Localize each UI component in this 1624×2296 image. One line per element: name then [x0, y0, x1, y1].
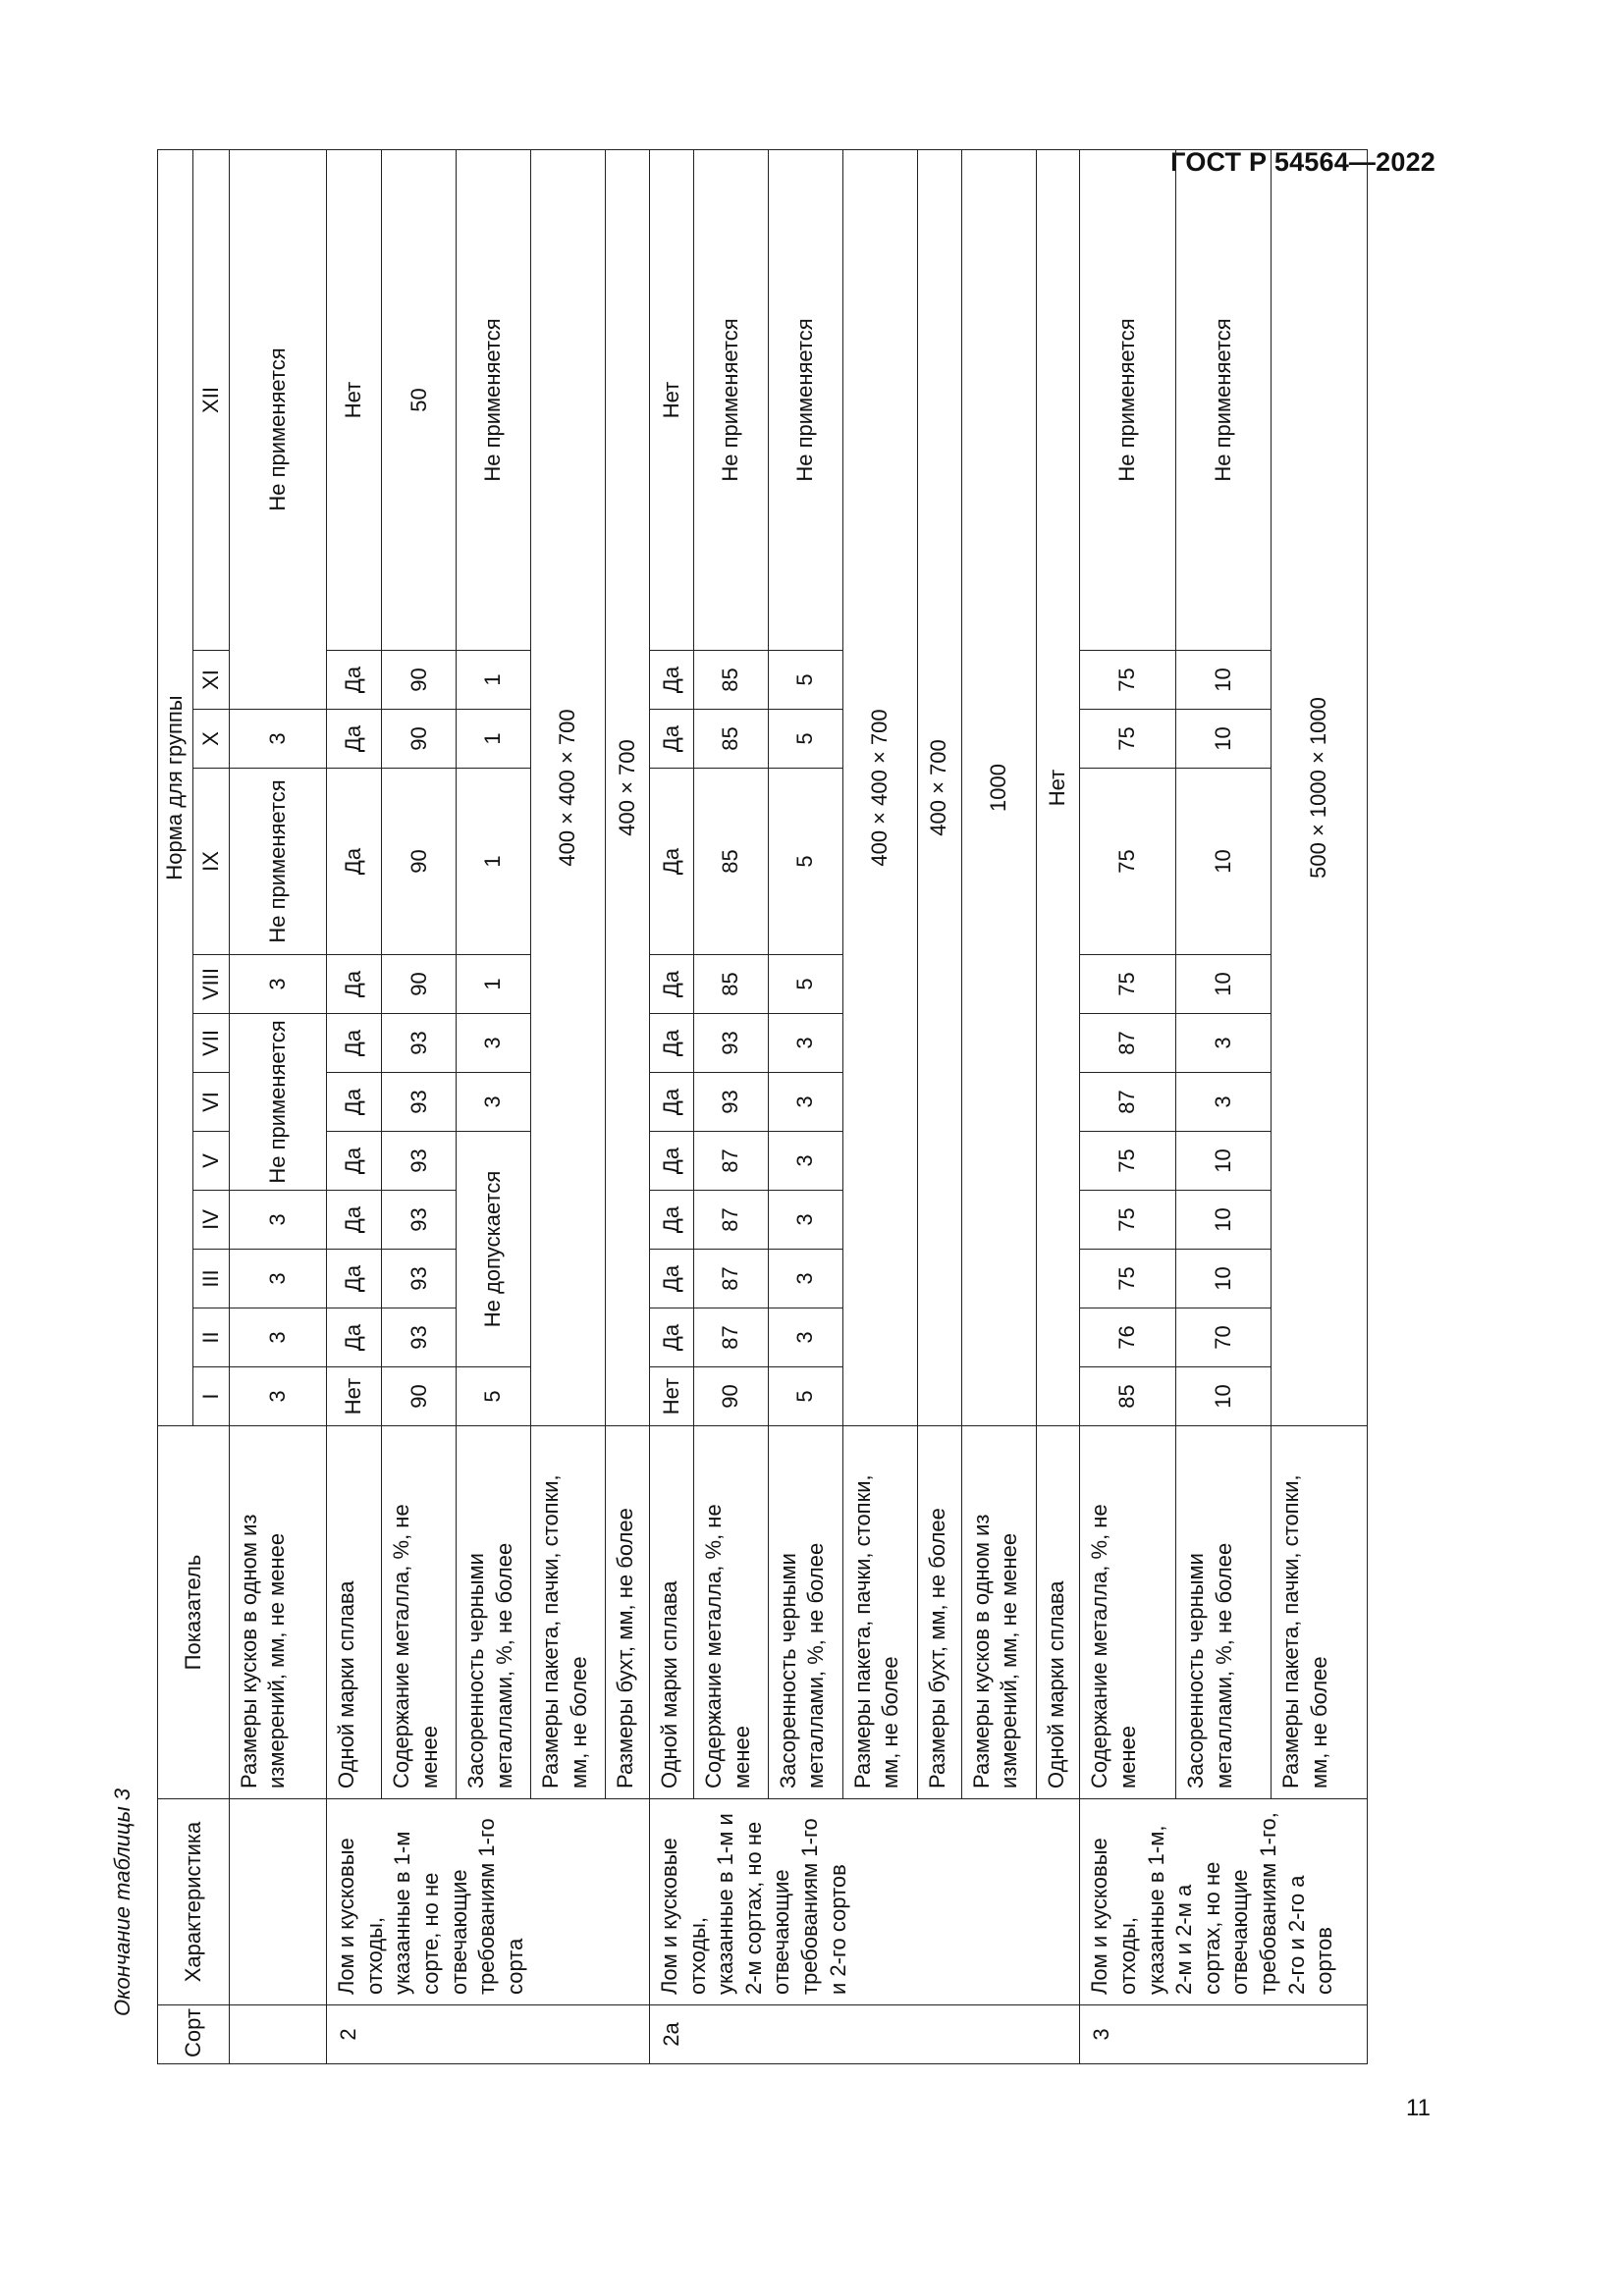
indicator-cell: Размеры кусков в одном из измерений, мм, не менее — [961, 1426, 1036, 1799]
value-cell: 3 — [768, 1014, 842, 1073]
value-cell: 93 — [382, 1014, 457, 1073]
table-row — [917, 150, 961, 2064]
indicator-cell: Размеры пакета, пачки, стопки, мм, не более — [842, 1426, 917, 1799]
value-cell: Да — [327, 710, 382, 769]
value-cell: 90 — [382, 769, 457, 955]
value-cell: 85 — [693, 955, 768, 1014]
value-cell: 75 — [1080, 1132, 1175, 1191]
value-cell: Да — [327, 1014, 382, 1073]
group-header: II — [193, 1308, 229, 1367]
value-cell: Не допускается — [457, 1132, 531, 1367]
value-cell: 5 — [768, 955, 842, 1014]
value-cell: 85 — [693, 769, 768, 955]
value-cell: 85 — [693, 710, 768, 769]
group-header: X — [193, 710, 229, 769]
value-cell: 10 — [1175, 1250, 1271, 1308]
value-cell: 400 × 400 × 700 — [842, 150, 917, 1426]
value-cell: Нет — [650, 1367, 694, 1426]
value-cell: 87 — [693, 1308, 768, 1367]
value-cell: 3 — [768, 1132, 842, 1191]
value-cell: 87 — [693, 1250, 768, 1308]
value-cell: Да — [650, 769, 694, 955]
group-header: V — [193, 1132, 229, 1191]
value-cell: Да — [327, 769, 382, 955]
value-cell: Да — [650, 1073, 694, 1132]
value-cell: 87 — [1080, 1073, 1175, 1132]
value-cell: 85 — [1080, 1367, 1175, 1426]
indicator-cell: Одной марки сплава — [327, 1426, 382, 1799]
value-cell: 93 — [693, 1014, 768, 1073]
value-cell: 5 — [768, 710, 842, 769]
char-cell: Лом и кусковые отходы, указанные в 1-м и 2-м сортах, но не отвечающие требованиям 1-го и 2-го сортов — [650, 1799, 1080, 2005]
value-cell: Да — [327, 1250, 382, 1308]
char-cell: Лом и кусковые отходы, указанные в 1-м, 2-м и 2-м а сортах, но не отвечающие требованиям 1-го, 2-го и 2-го а сортов — [1080, 1799, 1368, 2005]
table-row — [768, 150, 842, 2064]
value-cell: Да — [327, 955, 382, 1014]
value-cell: 75 — [1080, 955, 1175, 1014]
group-header: IX — [193, 769, 229, 955]
indicator-cell: Засоренность черными металлами, %, не более — [457, 1426, 531, 1799]
table-row — [382, 150, 457, 2064]
value-cell: 10 — [1175, 651, 1271, 710]
value-cell: 75 — [1080, 1250, 1175, 1308]
value-cell: 5 — [768, 769, 842, 955]
indicator-cell: Размеры кусков в одном из измерений, мм, не менее — [229, 1426, 326, 1799]
value-cell: Да — [650, 1132, 694, 1191]
document-id: ГОСТ Р 54564—2022 — [1170, 147, 1435, 177]
value-cell: Нет — [1036, 150, 1080, 1426]
value-cell: 3 — [229, 955, 326, 1014]
indicator-cell: Размеры пакета, пачки, стопки, мм, не более — [531, 1426, 606, 1799]
value-cell: Да — [650, 1191, 694, 1250]
value-cell: Да — [650, 651, 694, 710]
group-header: VIII — [193, 955, 229, 1014]
table-row — [842, 150, 917, 2064]
value-cell: 93 — [382, 1250, 457, 1308]
value-cell: 75 — [1080, 710, 1175, 769]
value-cell: 90 — [382, 1367, 457, 1426]
value-cell: 3 — [768, 1308, 842, 1367]
col-ind-header: Показатель — [158, 1426, 230, 1799]
value-cell: 3 — [229, 1308, 326, 1367]
sort-cell: 2а — [650, 2005, 1080, 2064]
value-cell: 93 — [382, 1308, 457, 1367]
value-cell: 10 — [1175, 955, 1271, 1014]
value-cell: 3 — [229, 1367, 326, 1426]
value-cell: 75 — [1080, 769, 1175, 955]
group-header: XI — [193, 651, 229, 710]
table-row — [531, 150, 606, 2064]
value-cell: Да — [650, 710, 694, 769]
value-cell: 10 — [1175, 769, 1271, 955]
table-row — [1036, 150, 1080, 2064]
value-cell: Не применяется — [229, 150, 326, 710]
table-row — [693, 150, 768, 2064]
value-cell: 70 — [1175, 1308, 1271, 1367]
group-header: III — [193, 1250, 229, 1308]
value-cell: 3 — [1175, 1014, 1271, 1073]
value-cell: 93 — [382, 1191, 457, 1250]
group-header: VII — [193, 1014, 229, 1073]
value-cell: 90 — [382, 710, 457, 769]
value-cell: 50 — [382, 150, 457, 651]
value-cell: Да — [650, 1250, 694, 1308]
table-row — [1080, 150, 1175, 2064]
value-cell: Нет — [327, 150, 382, 651]
value-cell: 3 — [229, 710, 326, 769]
value-cell: 1 — [457, 710, 531, 769]
table-row — [457, 150, 531, 2064]
indicator-cell: Размеры пакета, пачки, стопки, мм, не более — [1272, 1426, 1368, 1799]
group-header: IV — [193, 1191, 229, 1250]
value-cell: 500 × 1000 × 1000 — [1272, 150, 1368, 1426]
value-cell: 400 × 400 × 700 — [531, 150, 606, 1426]
value-cell: 93 — [382, 1132, 457, 1191]
value-cell: Не применяется — [457, 150, 531, 651]
value-cell: 93 — [382, 1073, 457, 1132]
value-cell: 1 — [457, 769, 531, 955]
table-row — [961, 150, 1036, 2064]
rotated-table-wrapper — [157, 248, 1368, 2064]
col-char-header: Характеристика — [158, 1799, 230, 2005]
value-cell: 10 — [1175, 1132, 1271, 1191]
value-cell: Да — [327, 1073, 382, 1132]
char-cell — [229, 1799, 326, 2005]
indicator-cell: Размеры бухт, мм, не более — [917, 1426, 961, 1799]
indicator-cell: Содержание металла, %, не менее — [382, 1426, 457, 1799]
sort-cell: 2 — [327, 2005, 650, 2064]
value-cell: Да — [650, 1014, 694, 1073]
char-cell: Лом и кусковые отходы, указанные в 1-м сорте, но не отвечающие требованиям 1-го сорта — [327, 1799, 650, 2005]
value-cell: Не применяется — [1080, 150, 1175, 651]
value-cell: Нет — [327, 1367, 382, 1426]
value-cell: 87 — [693, 1132, 768, 1191]
value-cell: 75 — [1080, 1191, 1175, 1250]
indicator-cell: Засоренность черными металлами, %, не более — [768, 1426, 842, 1799]
sort-cell: 3 — [1080, 2005, 1368, 2064]
value-cell: 5 — [768, 651, 842, 710]
value-cell: 1 — [457, 651, 531, 710]
value-cell: 5 — [768, 1367, 842, 1426]
value-cell: 75 — [1080, 651, 1175, 710]
value-cell: Да — [327, 1308, 382, 1367]
group-header: XII — [193, 150, 229, 651]
value-cell: 3 — [457, 1014, 531, 1073]
value-cell: Да — [327, 651, 382, 710]
table-row — [229, 150, 326, 2064]
value-cell: Не применяется — [229, 1014, 326, 1191]
value-cell: 10 — [1175, 1367, 1271, 1426]
table-row — [1272, 150, 1368, 2064]
value-cell: Да — [650, 955, 694, 1014]
table-row — [606, 150, 650, 2064]
value-cell: 3 — [768, 1191, 842, 1250]
value-cell: 400 × 700 — [917, 150, 961, 1426]
indicator-cell: Засоренность черными металлами, %, не более — [1175, 1426, 1271, 1799]
value-cell: 400 × 700 — [606, 150, 650, 1426]
value-cell: 90 — [382, 955, 457, 1014]
table-row — [650, 150, 694, 2064]
indicator-cell: Одной марки сплава — [650, 1426, 694, 1799]
table-row — [1175, 150, 1271, 2064]
indicator-cell: Содержание металла, %, не менее — [693, 1426, 768, 1799]
value-cell: 10 — [1175, 710, 1271, 769]
col-sort-header: Сорт — [158, 2005, 230, 2064]
value-cell: Да — [327, 1191, 382, 1250]
value-cell: 90 — [693, 1367, 768, 1426]
value-cell: 5 — [457, 1367, 531, 1426]
value-cell: 3 — [457, 1073, 531, 1132]
value-cell: 3 — [1175, 1073, 1271, 1132]
value-cell: 3 — [229, 1250, 326, 1308]
indicator-cell: Размеры бухт, мм, не более — [606, 1426, 650, 1799]
norms-table — [157, 149, 1368, 2064]
value-cell: 93 — [693, 1073, 768, 1132]
page-number: 11 — [1406, 2095, 1431, 2121]
value-cell: 90 — [382, 651, 457, 710]
value-cell: 10 — [1175, 1191, 1271, 1250]
value-cell: 1000 — [961, 150, 1036, 1426]
value-cell: 87 — [1080, 1014, 1175, 1073]
value-cell: Да — [650, 1308, 694, 1367]
indicator-cell: Одной марки сплава — [1036, 1426, 1080, 1799]
value-cell: Не применяется — [1175, 150, 1271, 651]
group-header: VI — [193, 1073, 229, 1132]
value-cell: Не применяется — [693, 150, 768, 651]
table-row — [327, 150, 382, 2064]
group-header: I — [193, 1367, 229, 1426]
value-cell: Да — [327, 1132, 382, 1191]
value-cell: Не применяется — [229, 769, 326, 955]
indicator-cell: Содержание металла, %, не менее — [1080, 1426, 1175, 1799]
value-cell: 1 — [457, 955, 531, 1014]
value-cell: 3 — [229, 1191, 326, 1250]
sort-cell — [229, 2005, 326, 2064]
value-cell: 3 — [768, 1073, 842, 1132]
table-caption: Окончание таблицы 3 — [110, 1788, 135, 2016]
value-cell: Не применяется — [768, 150, 842, 651]
value-cell: 85 — [693, 651, 768, 710]
col-norm-header: Норма для группы — [158, 150, 193, 1426]
header-row-1 — [158, 150, 193, 2064]
value-cell: Нет — [650, 150, 694, 651]
value-cell: 76 — [1080, 1308, 1175, 1367]
value-cell: 3 — [768, 1250, 842, 1308]
value-cell: 87 — [693, 1191, 768, 1250]
